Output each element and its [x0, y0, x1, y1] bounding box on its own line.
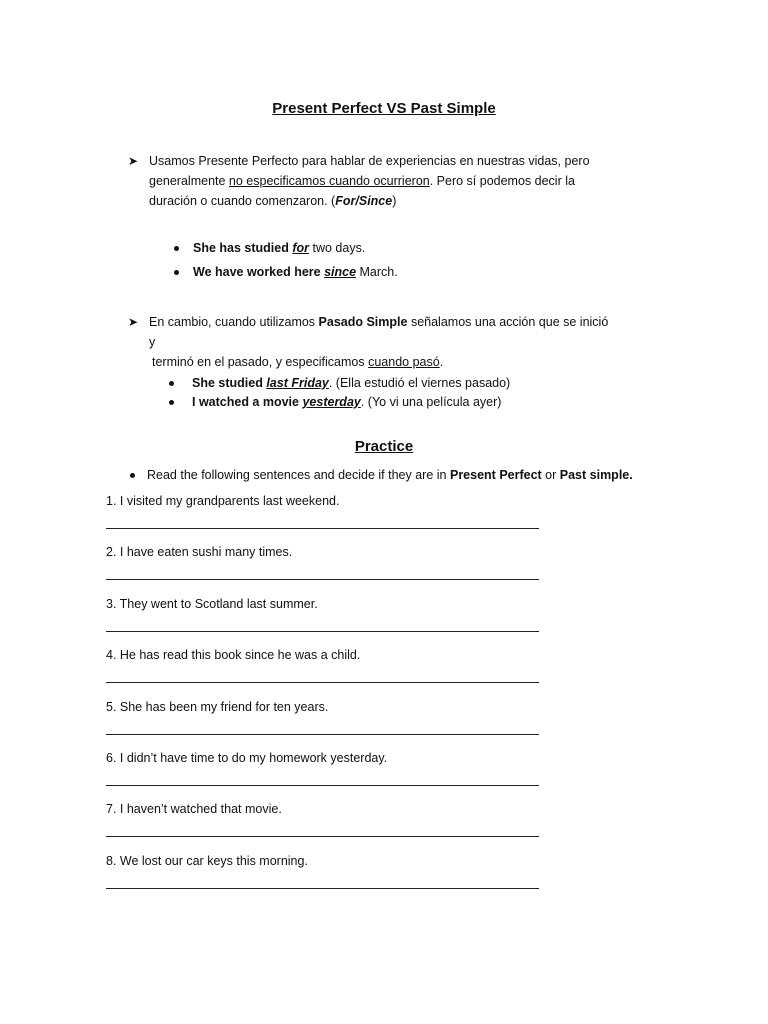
exercise-item: [106, 543, 546, 594]
answer-line[interactable]: [106, 836, 539, 837]
exercise-list: [106, 492, 546, 903]
arrow-bullet-icon: ➤: [128, 315, 139, 329]
page-title: Present Perfect VS Past Simple: [272, 100, 496, 117]
underlined-phrase: cuando pasó: [368, 355, 440, 369]
bullet-dot-icon: [130, 473, 135, 478]
present-perfect-examples: [174, 239, 398, 282]
exercise-sentence: 6. I didn’t have time to do my homework yesterday.: [106, 750, 388, 765]
exercise-item: [106, 492, 546, 543]
bullet-dot-icon: [169, 400, 174, 405]
exercise-item: [106, 698, 546, 749]
list-item: She studied last Friday. (Ella estudió el viernes pasado): [169, 374, 510, 393]
answer-line[interactable]: [106, 631, 539, 632]
exercise-sentence: 8. We lost our car keys this morning.: [106, 853, 308, 868]
exercise-sentence: 4. He has read this book since he was a child.: [106, 648, 361, 663]
exercise-sentence: 7. I haven’t watched that movie.: [106, 802, 282, 817]
exercise-sentence: 1. I visited my grandparents last weekend.: [106, 494, 340, 508]
answer-line[interactable]: [106, 579, 539, 580]
exercise-item: [106, 800, 546, 851]
past-simple-examples: [169, 374, 510, 412]
exercise-sentence: 2. I have eaten sushi many times.: [106, 545, 293, 560]
answer-line[interactable]: [106, 785, 539, 786]
answer-line[interactable]: [106, 734, 539, 735]
arrow-bullet-icon: ➤: [128, 154, 139, 168]
past-simple-explanation: ➤ En cambio, cuando utilizamos Pasado Simple señalamos una acción que se inició y terminó en el pasado, y especificamos cuando pasó.: [130, 312, 615, 372]
bullet-dot-icon: [174, 270, 179, 275]
exercise-item: [106, 595, 546, 646]
answer-line[interactable]: [106, 528, 539, 529]
exercise-sentence: 3. They went to Scotland last summer.: [106, 596, 318, 611]
practice-heading: Practice: [354, 438, 414, 455]
bullet-dot-icon: [169, 381, 174, 386]
exercise-item: [106, 749, 546, 800]
underlined-phrase: no especificamos cuando ocurrieron: [228, 174, 430, 188]
exercise-item: [106, 646, 546, 697]
exercise-sentence: 5. She has been my friend for ten years.: [106, 699, 329, 714]
exercise-item: [106, 852, 546, 903]
list-item: I watched a movie yesterday. (Yo vi una película ayer): [169, 393, 510, 412]
list-item: We have worked here since March.: [174, 263, 398, 282]
answer-line[interactable]: [106, 888, 539, 889]
practice-instruction: Read the following sentences and decide if they are in Present Perfect or Past simple.: [130, 466, 633, 485]
list-item: She has studied for two days.: [174, 239, 398, 258]
bullet-dot-icon: [174, 246, 179, 251]
answer-line[interactable]: [106, 682, 539, 683]
present-perfect-explanation: ➤ Usamos Presente Perfecto para hablar de experiencias en nuestras vidas, pero generalmente no especificamos cuando ocurrieron. Pero sí podemos decir la duración o cuando comenzaron. (For/Since): [130, 151, 615, 211]
